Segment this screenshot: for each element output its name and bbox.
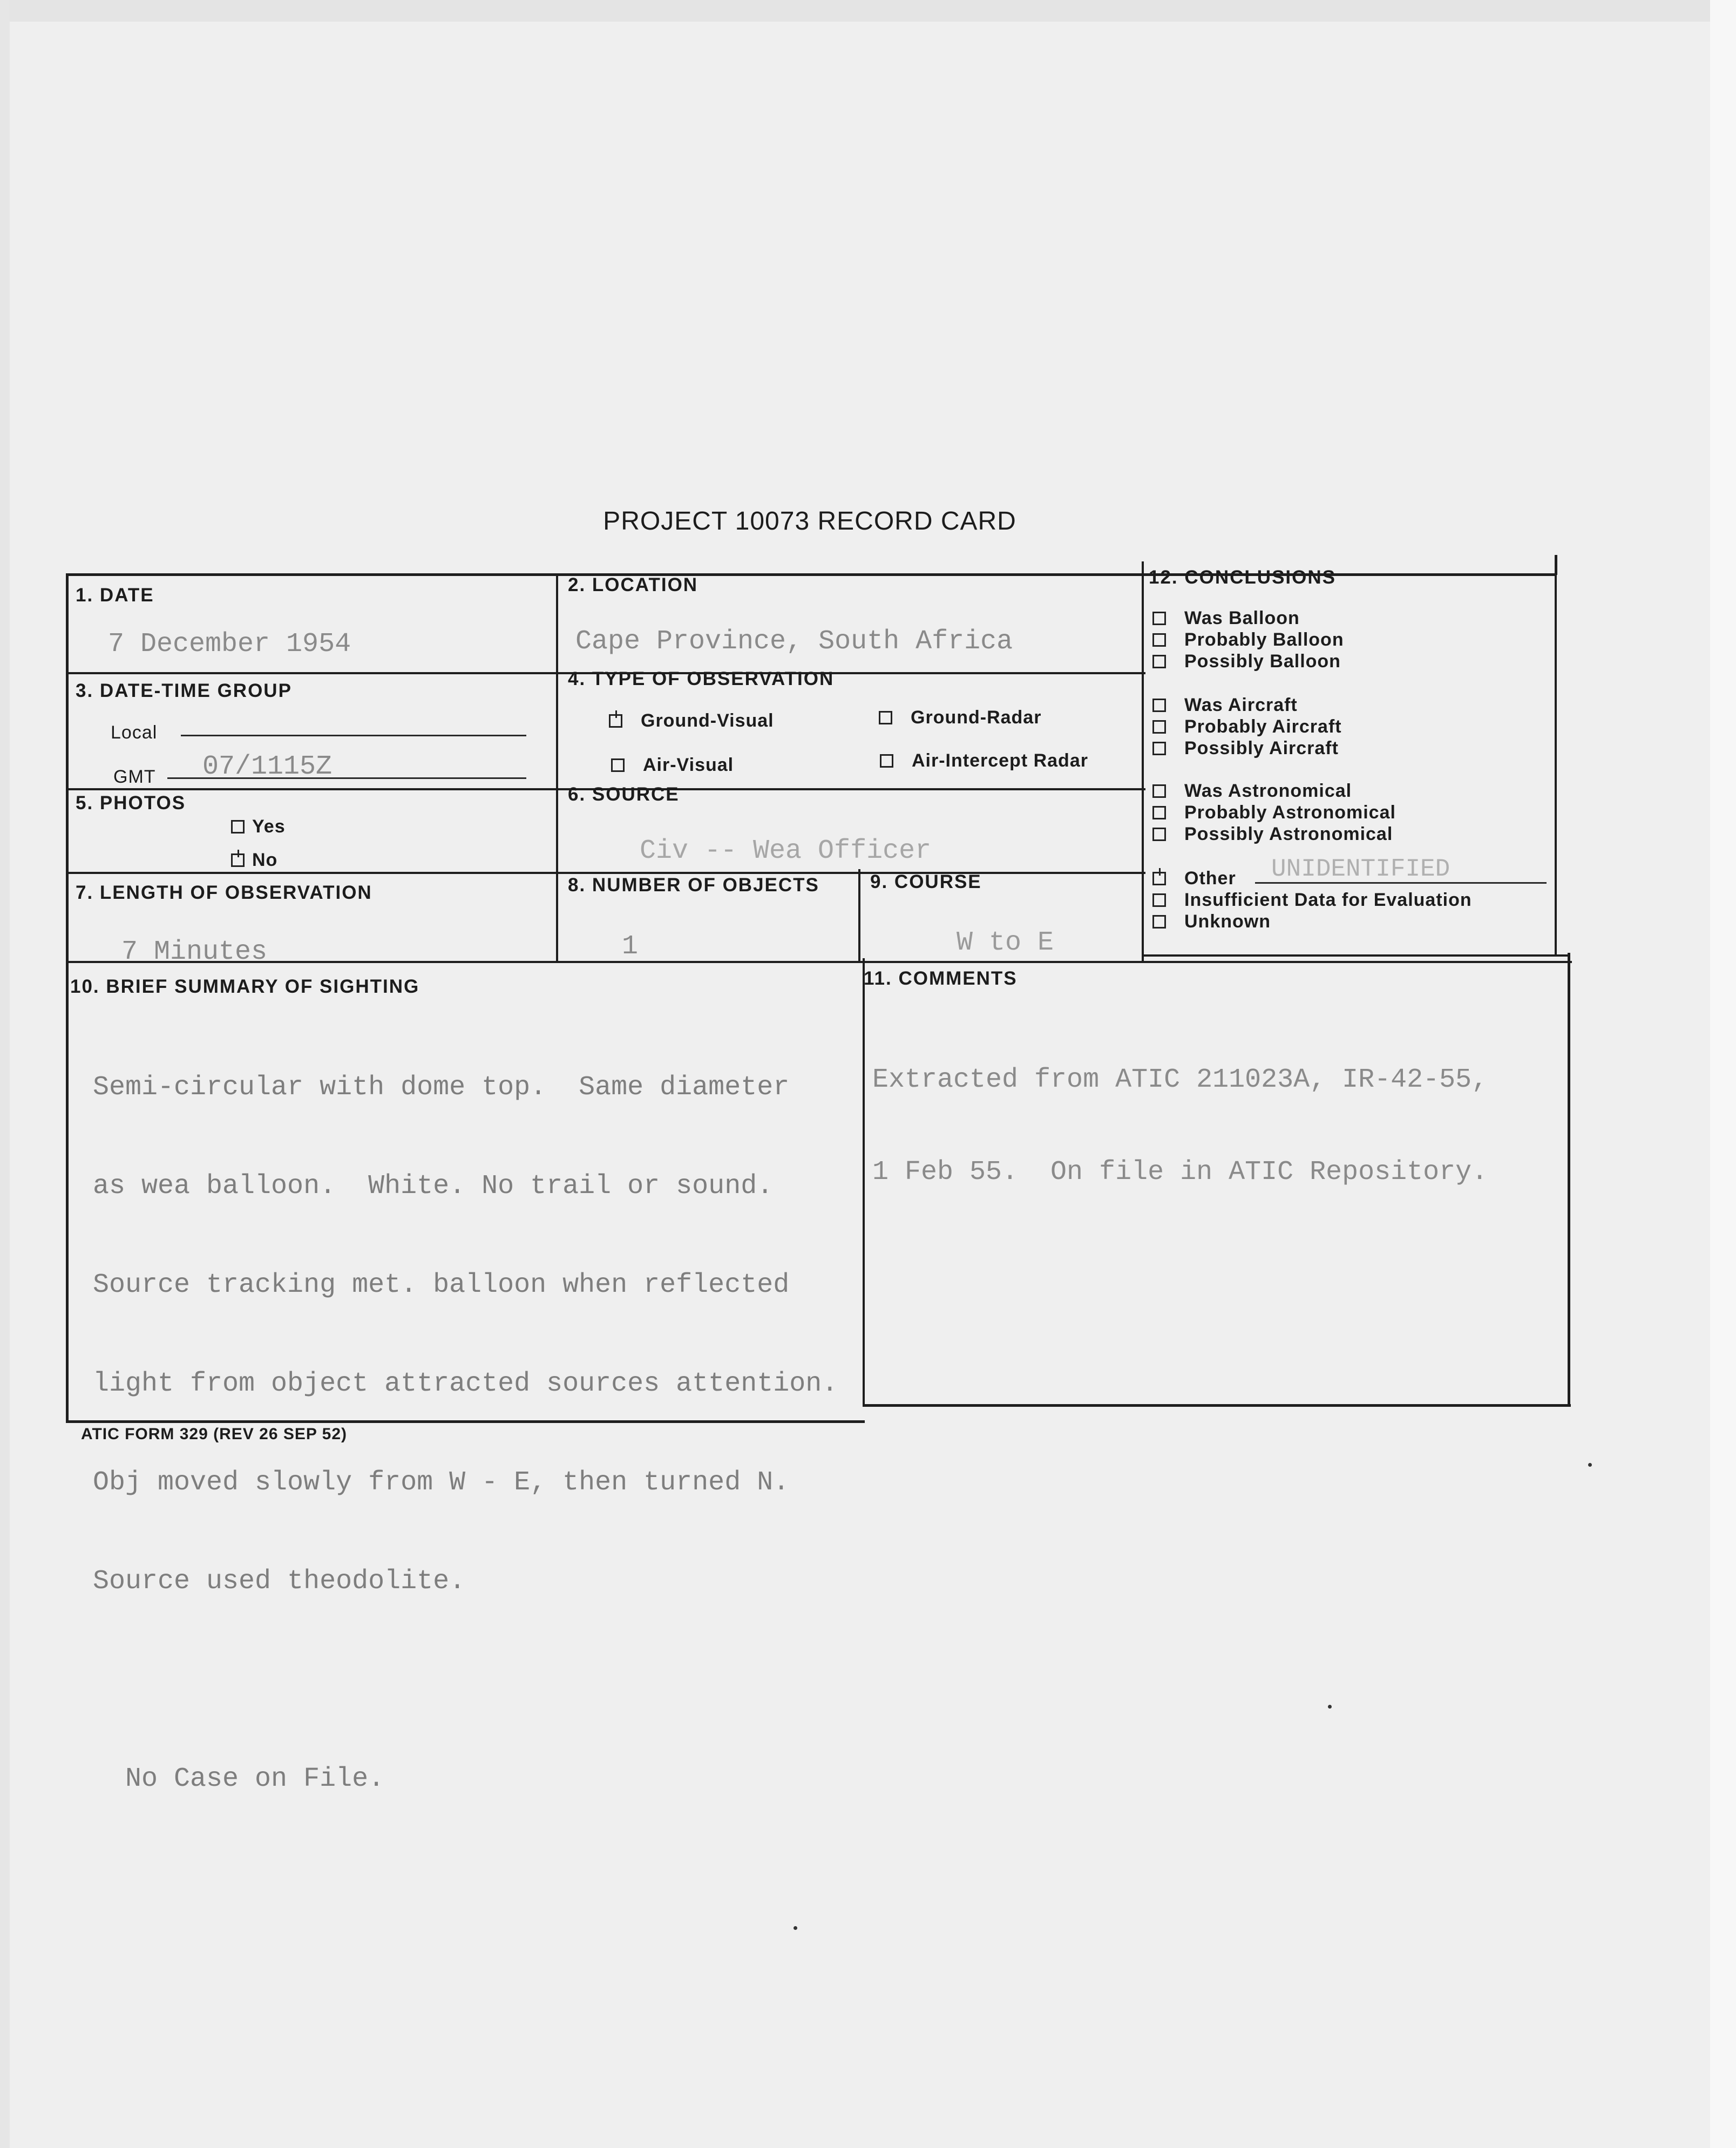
type-of-observation-label: 4. TYPE OF OBSERVATION: [568, 668, 835, 689]
local-underline: [181, 735, 526, 736]
date-label: 1. DATE: [76, 585, 154, 606]
conclusion-unknown: Unknown: [1152, 911, 1271, 932]
observation-ground-visual: Ground-Visual: [609, 710, 774, 731]
length-of-observation-label: 7. LENGTH OF OBSERVATION: [76, 882, 372, 903]
summary-line: Semi-circular with dome top. Same diameter: [93, 1072, 790, 1103]
checkbox-icon: [879, 711, 892, 724]
observation-ground-radar: Ground-Radar: [879, 707, 1041, 728]
comments-line: 1 Feb 55. On file in ATIC Repository.: [872, 1157, 1488, 1188]
photos-label: 5. PHOTOS: [76, 792, 186, 814]
source-value: Civ -- Wea Officer: [640, 836, 932, 866]
local-label: Local: [111, 722, 158, 743]
conclusion-was-balloon: Was Balloon: [1152, 608, 1300, 629]
summary-line: Source tracking met. balloon when reflected: [93, 1270, 790, 1300]
scan-speck: [1588, 1463, 1592, 1467]
number-of-objects-value: 1: [622, 931, 639, 962]
summary-line: No Case on File.: [93, 1764, 385, 1794]
checkbox-icon: [231, 853, 245, 867]
scan-edge-left: [0, 0, 10, 2148]
form-number: ATIC FORM 329 (REV 26 SEP 52): [81, 1425, 348, 1443]
conclusion-possibly-astronomical: Possibly Astronomical: [1152, 824, 1393, 845]
checkbox-icon: [880, 754, 893, 768]
comments-text: [872, 1003, 1488, 1249]
date-value: 7 December 1954: [108, 629, 351, 660]
checkbox-icon: [1152, 872, 1166, 885]
scan-edge-top: [0, 0, 1736, 22]
conclusion-insufficient-data: Insufficient Data for Evaluation: [1152, 890, 1472, 911]
comments-label: 11. COMMENTS: [864, 968, 1018, 989]
course-label: 9. COURSE: [870, 871, 982, 892]
checkbox-icon: [1152, 699, 1166, 712]
conclusion-was-astronomical: Was Astronomical: [1152, 781, 1352, 802]
conclusion-other: Other: [1152, 868, 1236, 889]
observation-air-intercept-radar: Air-Intercept Radar: [880, 750, 1088, 771]
checkbox-icon: [609, 714, 622, 728]
summary-line: Obj moved slowly from W - E, then turned N.: [93, 1467, 790, 1498]
checkbox-icon: [1152, 742, 1166, 755]
checkbox-icon: [1152, 784, 1166, 798]
observation-air-visual: Air-Visual: [611, 755, 734, 776]
location-label: 2. LOCATION: [568, 574, 699, 595]
scan-edge-right: [1710, 0, 1736, 2148]
checkbox-icon: [611, 758, 625, 772]
conclusion-probably-astronomical: Probably Astronomical: [1152, 802, 1396, 823]
source-label: 6. SOURCE: [568, 784, 680, 805]
conclusion-possibly-aircraft: Possibly Aircraft: [1152, 738, 1339, 759]
length-of-observation-value: 7 Minutes: [121, 937, 268, 967]
checkbox-icon: [1152, 893, 1166, 907]
location-value: Cape Province, South Africa: [575, 626, 1013, 657]
summary-line: light from object attracted sources attention.: [93, 1368, 838, 1399]
summary-line: as wea balloon. White. No trail or sound.: [93, 1171, 774, 1202]
conclusions-label: 12. CONCLUSIONS: [1149, 567, 1336, 588]
course-value: W to E: [957, 927, 1054, 958]
conclusion-probably-aircraft: Probably Aircraft: [1152, 716, 1342, 737]
conclusion-possibly-balloon: Possibly Balloon: [1152, 651, 1341, 672]
checkbox-icon: [1152, 915, 1166, 929]
scan-speck: [1328, 1705, 1332, 1709]
checkbox-icon: [1152, 612, 1166, 625]
checkbox-icon: [1152, 655, 1166, 668]
gmt-label: GMT: [113, 767, 156, 787]
checkbox-icon: [1152, 633, 1166, 647]
date-time-group-label: 3. DATE-TIME GROUP: [76, 680, 292, 701]
checkbox-icon: [1152, 720, 1166, 734]
comments-line: Extracted from ATIC 211023A, IR-42-55,: [872, 1065, 1488, 1095]
gmt-value: 07/1115Z: [202, 751, 333, 782]
checkbox-icon: [231, 820, 245, 834]
photos-yes: Yes: [231, 816, 286, 837]
checkbox-icon: [1152, 828, 1166, 841]
other-value: UNIDENTIFIED: [1271, 855, 1450, 883]
number-of-objects-label: 8. NUMBER OF OBJECTS: [568, 875, 819, 896]
checkbox-icon: [1152, 806, 1166, 819]
scan-speck: [794, 1926, 797, 1930]
card-title: PROJECT 10073 RECORD CARD: [603, 507, 1016, 536]
summary-label: 10. BRIEF SUMMARY OF SIGHTING: [70, 976, 420, 997]
summary-line: Source used theodolite.: [93, 1566, 466, 1597]
summary-line: [93, 1664, 838, 1697]
conclusion-probably-balloon: Probably Balloon: [1152, 629, 1344, 651]
conclusion-was-aircraft: Was Aircraft: [1152, 695, 1298, 716]
photos-no: No: [231, 850, 277, 871]
